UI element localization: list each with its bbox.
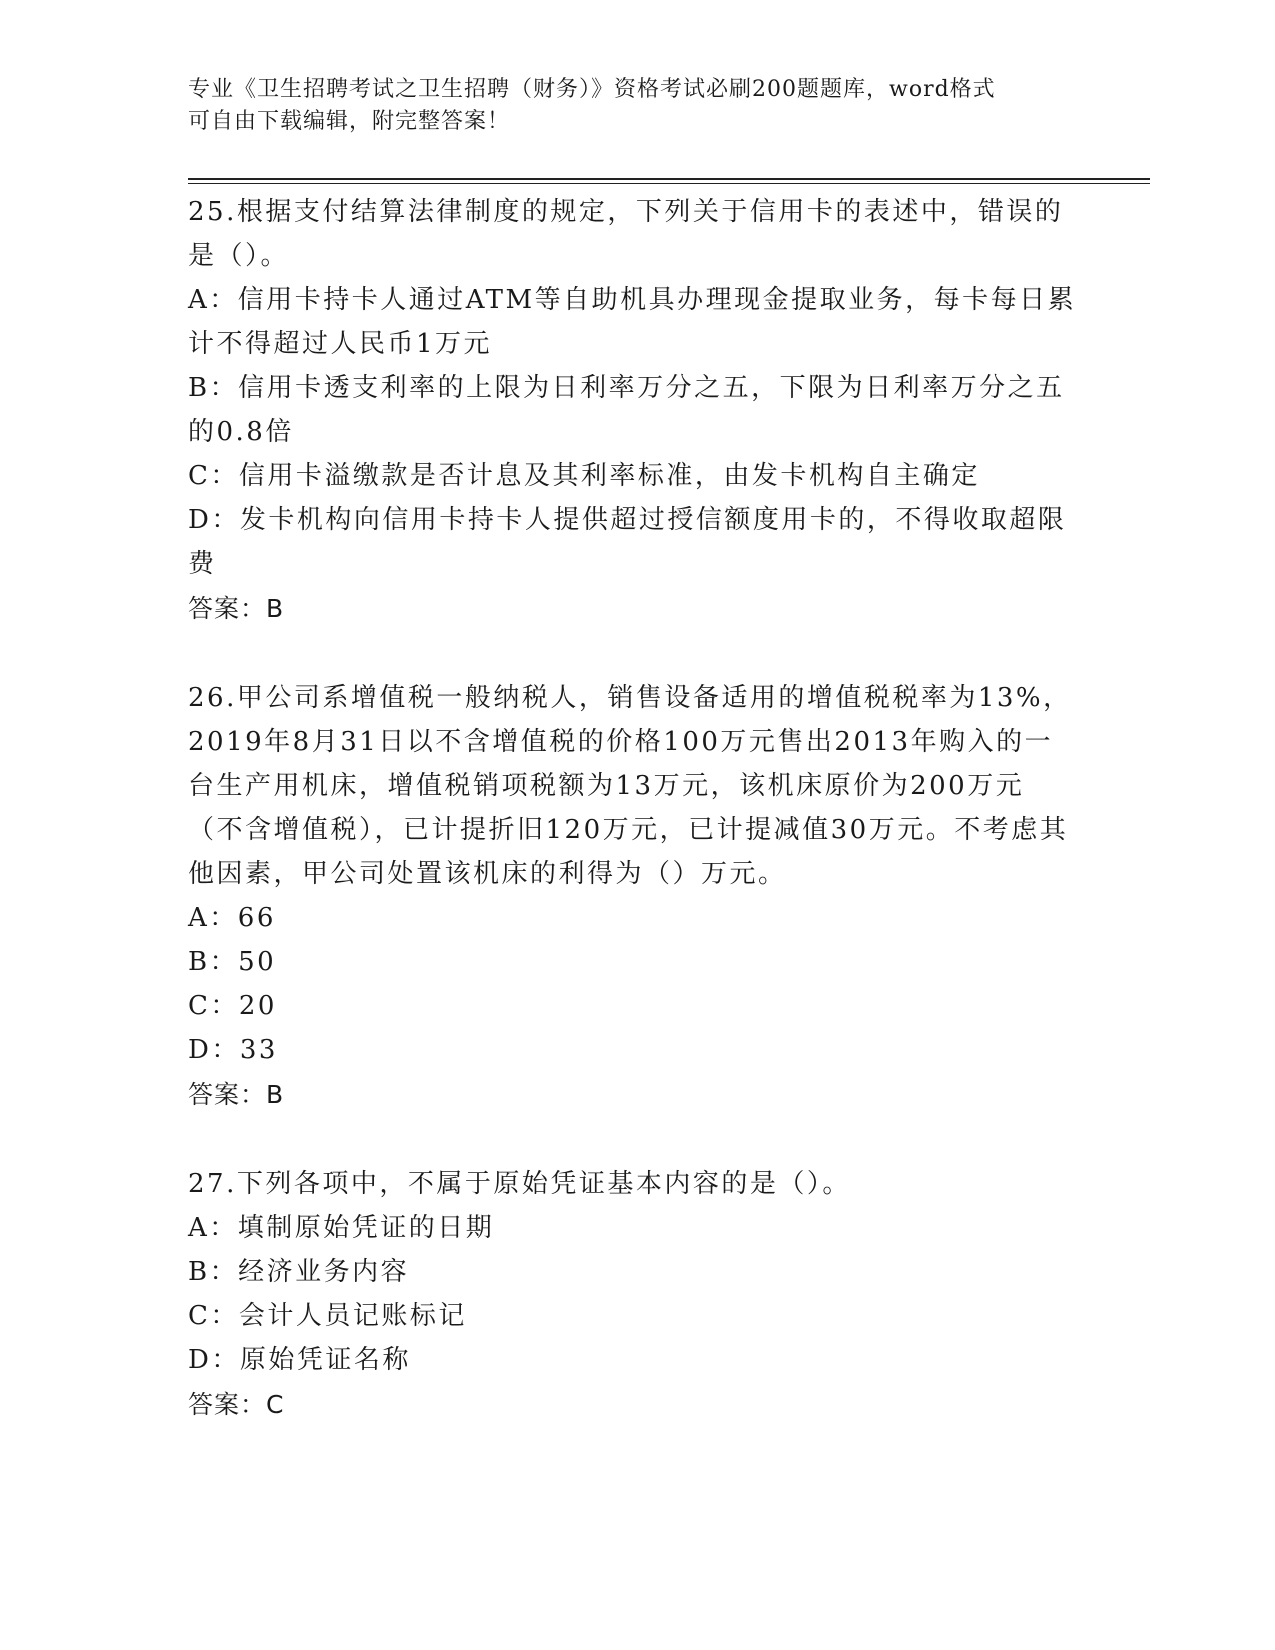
question-block [188, 190, 1078, 632]
question-text: 26.甲公司系增值税一般纳税人，销售设备适用的增值税税率为13%，2019年8月31日以不含增值税的价格100万元售出2013年购入的一台生产用机床，增值税销项税额为13万元，该机床原价为200万元（不含增值税），已计提折旧120万元，已计提减值30万元。不考虑其他因素，甲公司处置该机床的利得为（）万元。 [188, 683, 1072, 889]
header-divider-thick [188, 178, 1150, 180]
option-d: D：原始凭证名称 [188, 1345, 411, 1375]
question-block [188, 1162, 1078, 1428]
header-title-line: 专业《卫生招聘考试之卫生招聘（财务）》资格考试必刷200题题库，word格式 [188, 77, 996, 102]
option-c: C：信用卡溢缴款是否计息及其利率标准，由发卡机构自主确定 [188, 461, 980, 491]
option-b: B：50 [188, 947, 277, 977]
option-d: D：发卡机构向信用卡持卡人提供超过授信额度用卡的，不得收取超限费 [188, 505, 1067, 579]
option-a: A：66 [188, 903, 276, 933]
option-a: A：信用卡持卡人通过ATM等自助机具办理现金提取业务，每卡每日累计不得超过人民币1万元 [188, 285, 1077, 359]
answer-line: 答案：C [188, 1390, 285, 1419]
document-header [188, 74, 1068, 138]
option-a: A：填制原始凭证的日期 [188, 1213, 495, 1243]
option-b: B：经济业务内容 [188, 1257, 410, 1287]
header-subtitle-line: 可自由下载编辑，附完整答案！ [188, 109, 511, 134]
answer-line: 答案：B [188, 594, 285, 623]
question-text: 27.下列各项中，不属于原始凭证基本内容的是（）。 [188, 1169, 851, 1199]
question-text: 25.根据支付结算法律制度的规定，下列关于信用卡的表述中，错误的是（）。 [188, 197, 1064, 271]
option-c: C：20 [188, 991, 277, 1021]
option-d: D：33 [188, 1035, 278, 1065]
answer-line: 答案：B [188, 1080, 285, 1109]
header-divider-thin [188, 183, 1150, 184]
question-block [188, 676, 1078, 1118]
question-list [188, 190, 1078, 1472]
option-c: C：会计人员记账标记 [188, 1301, 467, 1331]
option-b: B：信用卡透支利率的上限为日利率万分之五，下限为日利率万分之五的0.8倍 [188, 373, 1065, 447]
